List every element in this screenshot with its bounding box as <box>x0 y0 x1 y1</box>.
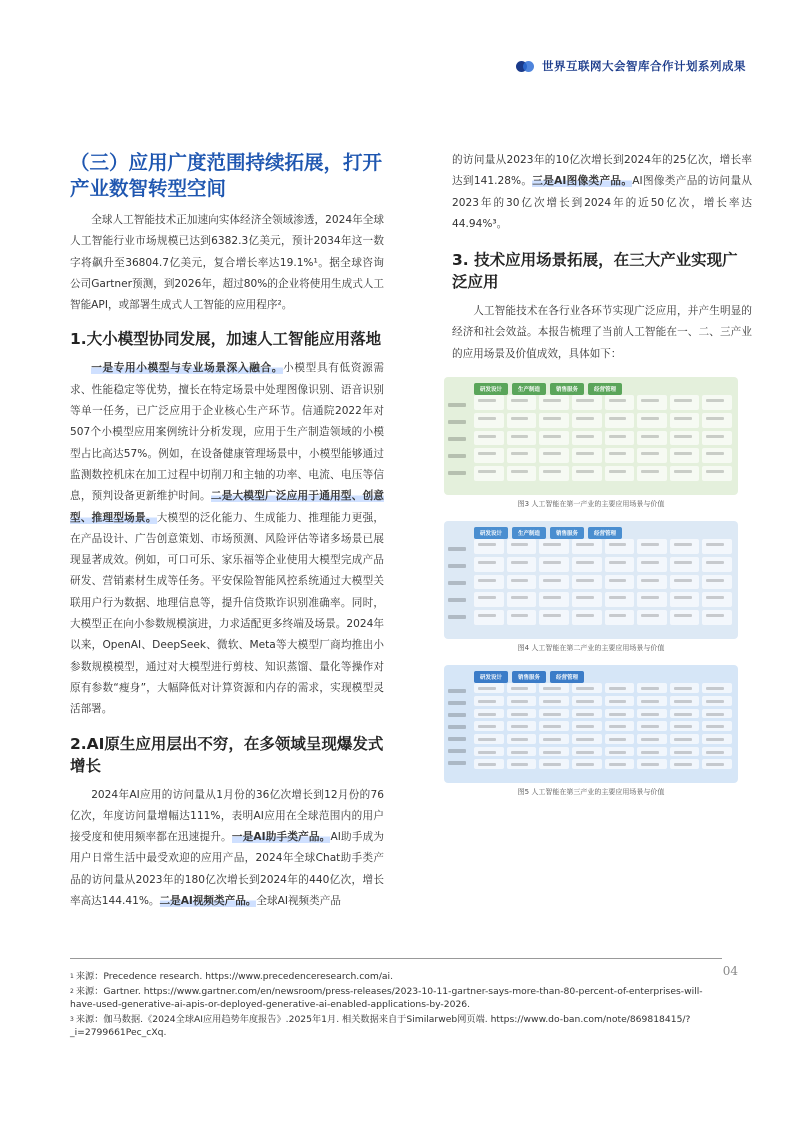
figure-cell <box>670 575 700 590</box>
footnotes <box>70 970 720 1041</box>
continued-paragraph <box>452 150 752 235</box>
figure-cell <box>572 413 602 428</box>
figure-cell <box>539 696 569 706</box>
figure-cell <box>507 395 537 410</box>
figure-cell <box>702 592 732 607</box>
subsection-3-title: 3. 技术应用场景拓展，在三大产业实现广泛应用 <box>452 251 738 292</box>
figure-cell <box>702 466 732 481</box>
figure-column-header: 研发设计 <box>474 671 508 683</box>
figure-cell <box>474 709 504 719</box>
figure-cell <box>605 448 635 463</box>
figure-cell <box>539 539 569 554</box>
figure-cell <box>507 413 537 428</box>
figure-cell <box>605 721 635 731</box>
figure-cell <box>605 466 635 481</box>
footnote-mark: 3 <box>70 1016 74 1023</box>
figure-cell <box>702 709 732 719</box>
figure-column-header: 销售服务 <box>550 527 584 539</box>
text-6: 的访问量从2023年的10亿次增长到2024年的25亿次，增长率达到141.28%。 <box>452 154 752 188</box>
text-1: 小模型具有低资源需求、性能稳定等优势，擅长在特定场景中处理图像识别、语音识别等单一任务，已广泛应用于企业核心生产环节。信通院2022年对507个小模型应用案例统计分析发现，应用于生产制造领域的小模型占比高达57%。例如，在设备健康管理场景中，小模型能够通过监测数控机床在加工过程中切削刀和主轴的功率、电流、电压等信息，预判设备更新维护时间。 <box>70 362 385 503</box>
figure-cell <box>605 709 635 719</box>
left-column <box>70 150 384 912</box>
figure-cell <box>474 575 504 590</box>
figure-cell <box>474 610 504 625</box>
figure-cell <box>702 721 732 731</box>
figure-cell <box>637 431 667 446</box>
figure-column-header: 生产制造 <box>512 527 546 539</box>
figure-3 <box>452 377 752 509</box>
figure-cell <box>539 431 569 446</box>
page-number: 04 <box>722 964 738 978</box>
figure-cell <box>572 592 602 607</box>
figure-cell <box>539 395 569 410</box>
figure-cell <box>637 709 667 719</box>
figure-cell <box>572 431 602 446</box>
figure-cell <box>474 413 504 428</box>
figure-cell <box>670 610 700 625</box>
figure-cell <box>670 395 700 410</box>
figure-caption: 图5 人工智能在第三产业的主要应用场景与价值 <box>517 788 665 797</box>
figure-cell <box>507 448 537 463</box>
figure-cell <box>670 431 700 446</box>
figure-cell <box>474 557 504 572</box>
header-title: 世界互联网大会智库合作计划系列成果 <box>542 59 746 73</box>
figure-cell <box>474 395 504 410</box>
figure-cell <box>670 413 700 428</box>
figure-cell <box>507 539 537 554</box>
figure-cell <box>474 431 504 446</box>
figure-cell <box>507 747 537 757</box>
figure-cell <box>474 696 504 706</box>
figure-column-header: 经营管理 <box>550 671 584 683</box>
figure-cell <box>605 575 635 590</box>
highlight-1: 一是专用小模型与专业场景深入融合。 <box>91 362 284 375</box>
figure-cell <box>605 683 635 693</box>
text-7: AI图像类产品的访问量从2023年的30亿次增长到2024年的近50亿次，增长率达44.94%³。 <box>452 175 753 230</box>
footnote-mark: 2 <box>70 988 74 995</box>
subsection-3-paragraph: 人工智能技术在各行业各环节实现广泛应用，并产生明显的经济和社会效益。本报告梳理了当前人工智能在一、二、三产业的应用场景及价值成效，具体如下： <box>452 305 752 360</box>
figure-cell <box>605 696 635 706</box>
subsection-2-title: 2.AI原生应用层出不穷，在多领域呈现爆发式增长 <box>70 734 384 775</box>
figure-cell <box>637 539 667 554</box>
figure-cell <box>539 683 569 693</box>
figure-cell <box>670 539 700 554</box>
logo-icon <box>516 61 534 72</box>
figure-cell <box>670 709 700 719</box>
figure-cell <box>572 610 602 625</box>
figure-cell <box>605 413 635 428</box>
intro-paragraph: 全球人工智能技术正加速向实体经济全领域渗透，2024年全球人工智能行业市场规模已达到6382.3亿美元，预计2034年这一数字将飙升至36804.7亿美元，复合增长率达19.1%¹。据全球咨询公司Gartner预测，到2026年，超过80%的企业将使用生成式人工智能API，或部署生成式人工智能的应用程序²。 <box>70 214 384 312</box>
figure-cell <box>702 539 732 554</box>
figure-cell <box>605 592 635 607</box>
figure-column-header: 销售服务 <box>512 671 546 683</box>
figure-cell <box>474 721 504 731</box>
figure-cell <box>637 747 667 757</box>
figure-cell <box>539 466 569 481</box>
figure-column-header: 生产制造 <box>512 383 546 395</box>
figure-cell <box>539 557 569 572</box>
figure-caption: 图3 人工智能在第一产业的主要应用场景与价值 <box>517 500 665 509</box>
figure-cell <box>670 721 700 731</box>
figure-cell <box>670 683 700 693</box>
right-column <box>452 150 752 803</box>
figure-column-header: 销售服务 <box>550 383 584 395</box>
figure-cell <box>507 610 537 625</box>
figure-cell <box>702 431 732 446</box>
figure-cell <box>702 747 732 757</box>
figure-cell <box>637 759 667 769</box>
subsection-1-paragraph <box>70 358 384 720</box>
figure-cell <box>605 557 635 572</box>
figure-cell <box>572 721 602 731</box>
figure-cell <box>572 448 602 463</box>
footnote-text: 来源：Precedence research. https://www.precedenceresearch.com/ai. <box>75 971 394 982</box>
figure-cell <box>474 466 504 481</box>
figure-cell <box>702 759 732 769</box>
figure-cell <box>637 466 667 481</box>
figure-cell <box>702 696 732 706</box>
figure-cell <box>474 747 504 757</box>
figure-cell <box>572 734 602 744</box>
highlight-2: 二是大模型广泛应用于通用型、创意型、推理型场景。 <box>70 490 385 524</box>
figure-cell <box>539 747 569 757</box>
highlight-5: 三是AI图像类产品。 <box>532 175 633 188</box>
figure-cell <box>572 759 602 769</box>
figure-cell <box>474 759 504 769</box>
figure-cell <box>474 539 504 554</box>
figure-cell <box>605 734 635 744</box>
text-2: 大模型的泛化能力、生成能力、推理能力更强，在产品设计、广告创意策划、市场预测、风险评估等诸多场景已展现显著成效。例如，可口可乐、家乐福等企业使用大模型完成产品研发、营销素材生成等任务。平安保险智能风控系统通过大模型关联用户行为数据、地理信息等，提升信贷欺诈识别准确率。同时，大模型正在向小参数规模演进，力求适配更多终端及场景。2024年以来，OpenAI、DeepSeek、微软、Meta等大模型厂商均推出小参数规模模型，通过对大模型进行剪枝、知识蒸馏、量化等操作对原有参数“瘦身”，大幅降低对计算资源和内存的需求，实现模型灵活部署。 <box>70 511 384 716</box>
figure-caption: 图4 人工智能在第二产业的主要应用场景与价值 <box>517 644 665 653</box>
figure-cell <box>637 721 667 731</box>
figure-cell <box>572 466 602 481</box>
figure-cell <box>702 575 732 590</box>
figure-cell <box>507 721 537 731</box>
figure-cell <box>507 683 537 693</box>
figure-cell <box>507 466 537 481</box>
figure-cell <box>507 709 537 719</box>
figure-cell <box>507 557 537 572</box>
figure-cell <box>702 610 732 625</box>
highlight-4: 二是AI视频类产品。 <box>159 895 257 908</box>
figure-cell <box>670 592 700 607</box>
footnote-text: 来源：Gartner. https://www.gartner.com/en/newsroom/press-releases/2023-10-11-gartner-says-more-than-80-percent-of-enterprises-will-have-used-generative-ai-apis-or-deployed-generative-ai-enabled-applications-by-2026. <box>70 986 703 1010</box>
figure-cell <box>637 448 667 463</box>
footnote-mark: 1 <box>70 973 74 980</box>
figure-cell <box>572 575 602 590</box>
figure-cell <box>670 448 700 463</box>
figure-cell <box>670 759 700 769</box>
figure-image <box>444 377 738 495</box>
figure-cell <box>670 696 700 706</box>
figure-cell <box>474 592 504 607</box>
figure-cell <box>637 734 667 744</box>
figure-cell <box>702 448 732 463</box>
figure-cell <box>702 395 732 410</box>
figure-cell <box>605 539 635 554</box>
figure-cell <box>637 557 667 572</box>
figure-cell <box>507 431 537 446</box>
figure-cell <box>572 395 602 410</box>
figure-cell <box>539 721 569 731</box>
figure-column-header: 研发设计 <box>474 527 508 539</box>
figure-cell <box>539 759 569 769</box>
figure-cell <box>702 557 732 572</box>
figure-cell <box>507 592 537 607</box>
figure-cell <box>637 395 667 410</box>
figure-4 <box>452 521 752 653</box>
figure-cell <box>507 734 537 744</box>
footnote <box>70 1013 720 1039</box>
footnote-text: 来源：伽马数据.《2024全球AI应用趋势年度报告》.2025年1月. 相关数据来自于Similarweb网页端. https://www.do-ban.com/note/869818415/?_i=2799661Pec_cXq. <box>70 1014 691 1038</box>
footnote-divider <box>70 958 722 959</box>
page-header <box>516 58 746 74</box>
figure-cell <box>539 610 569 625</box>
figure-cell <box>670 557 700 572</box>
section-title: （三）应用广度范围持续拓展，打开产业数智转型空间 <box>70 151 383 200</box>
figure-cell <box>572 747 602 757</box>
text-4: AI助手成为用户日常生活中最受欢迎的应用产品，2024年全球Chat助手类产品的访问量从2023年的180亿次增长到2024年的440亿次，增长率高达144.41%。 <box>70 831 385 908</box>
figures-container <box>452 377 752 797</box>
figure-cell <box>474 683 504 693</box>
figure-cell <box>539 592 569 607</box>
figure-cell <box>474 734 504 744</box>
figure-cell <box>605 395 635 410</box>
highlight-3: 一是AI助手类产品。 <box>231 831 331 844</box>
figure-cell <box>670 747 700 757</box>
figure-cell <box>605 759 635 769</box>
text-5: 全球AI视频类产品 <box>256 895 341 908</box>
subsection-2-paragraph <box>70 785 384 913</box>
figure-cell <box>702 734 732 744</box>
figure-column-header: 经营管理 <box>588 383 622 395</box>
figure-cell <box>507 575 537 590</box>
figure-cell <box>539 734 569 744</box>
figure-cell <box>637 592 667 607</box>
figure-cell <box>572 557 602 572</box>
figure-cell <box>572 696 602 706</box>
figure-cell <box>539 413 569 428</box>
figure-cell <box>637 683 667 693</box>
figure-cell <box>572 683 602 693</box>
figure-column-header: 研发设计 <box>474 383 508 395</box>
figure-cell <box>474 448 504 463</box>
footnote <box>70 970 720 983</box>
figure-cell <box>702 413 732 428</box>
figure-cell <box>605 747 635 757</box>
figure-cell <box>572 539 602 554</box>
figure-cell <box>702 683 732 693</box>
figure-cell <box>539 709 569 719</box>
figure-cell <box>572 709 602 719</box>
subsection-1-title: 1.大小模型协同发展，加速人工智能应用落地 <box>70 330 382 349</box>
figure-cell <box>539 575 569 590</box>
figure-5 <box>452 665 752 797</box>
figure-cell <box>637 610 667 625</box>
figure-cell <box>605 610 635 625</box>
figure-image <box>444 665 738 783</box>
figure-cell <box>637 696 667 706</box>
figure-cell <box>605 431 635 446</box>
figure-cell <box>637 575 667 590</box>
figure-cell <box>637 413 667 428</box>
text-3: 2024年AI应用的访问量从1月份的36亿次增长到12月份的76亿次，年度访问量增幅达111%，表明AI应用在全球范围内的用户接受度和使用频率都在迅速提升。 <box>70 788 384 844</box>
figure-cell <box>507 759 537 769</box>
figure-image <box>444 521 738 639</box>
figure-column-header: 经营管理 <box>588 527 622 539</box>
footnote <box>70 985 720 1011</box>
figure-cell <box>507 696 537 706</box>
figure-cell <box>670 734 700 744</box>
figure-cell <box>539 448 569 463</box>
figure-cell <box>670 466 700 481</box>
